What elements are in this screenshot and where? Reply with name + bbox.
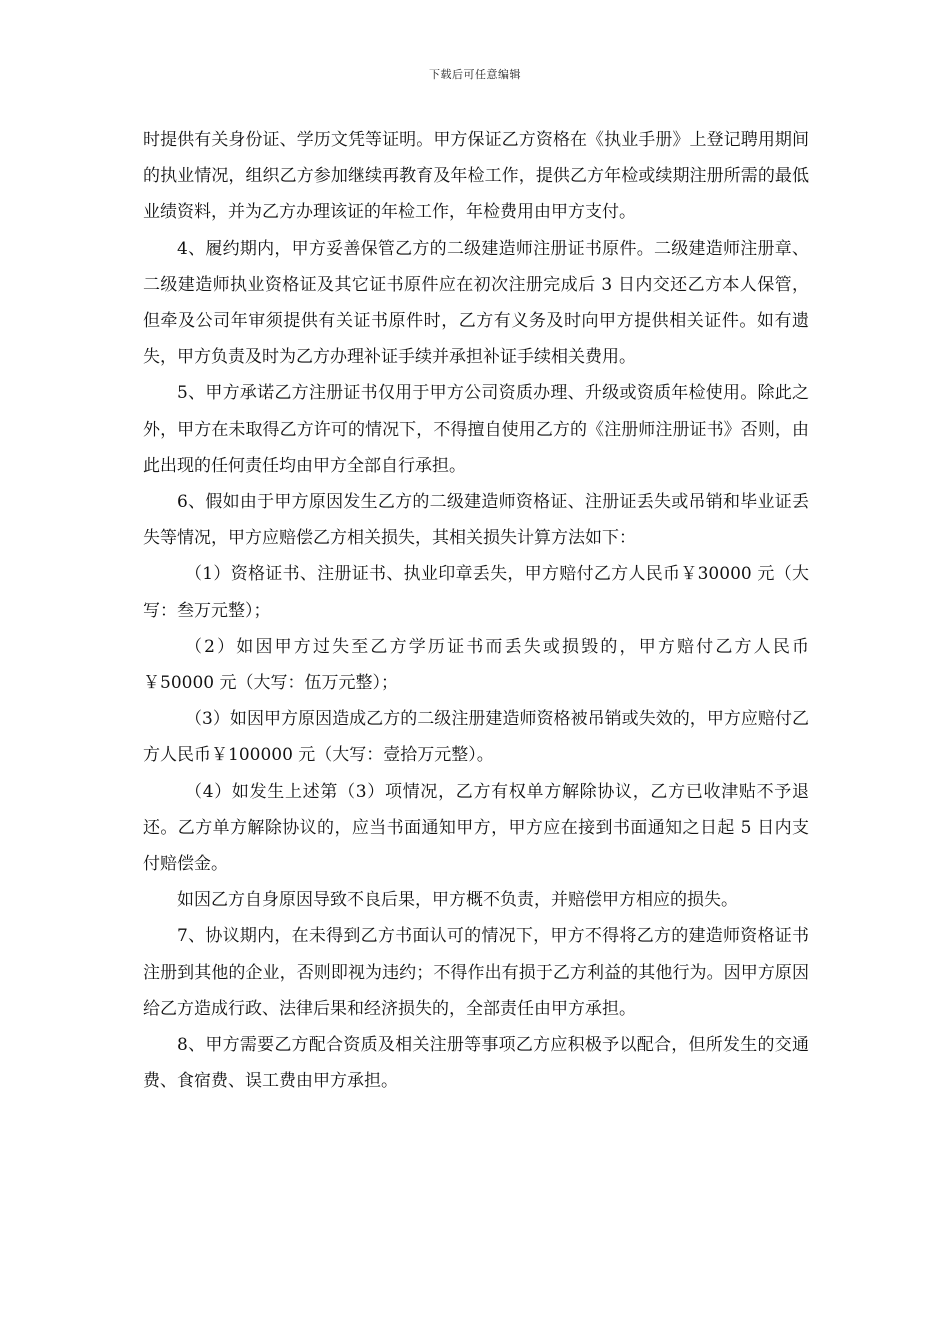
clause-7: 7、协议期内，在未得到乙方书面认可的情况下，甲方不得将乙方的建造师资格证书注册到其他的企业，否则即视为违约；不得作出有损于乙方利益的其他行为。因甲方原因给乙方造成行政、法律后果和经济损失的，全部责任由甲方承担。	[143, 926, 809, 1019]
clause-6-item-2: （2）如因甲方过失至乙方学历证书而丢失或损毁的，甲方赔付乙方人民币￥50000 元（大写：伍万元整）；	[143, 636, 809, 694]
clause-8: 8、甲方需要乙方配合资质及相关注册等事项乙方应积极予以配合，但所发生的交通费、食宿费、误工费由甲方承担。	[143, 1035, 809, 1092]
paragraph-continuation: 时提供有关身份证、学历文凭等证明。甲方保证乙方资格在《执业手册》上登记聘用期间的执业情况，组织乙方参加继续再教育及年检工作，提供乙方年检或续期注册所需的最低业绩资料，并为乙方办理该证的年检工作，年检费用由甲方支付。	[143, 130, 809, 223]
clause-6-item-3: （3）如因甲方原因造成乙方的二级注册建造师资格被吊销或失效的，甲方应赔付乙方人民币￥100000 元（大写：壹拾万元整）。	[143, 709, 809, 766]
clause-5: 5、甲方承诺乙方注册证书仅用于甲方公司资质办理、升级或资质年检使用。除此之外，甲方在未取得乙方许可的情况下，不得擅自使用乙方的《注册师注册证书》否则，由此出现的任何责任均由甲方全部自行承担。	[143, 383, 809, 476]
clause-6-note: 如因乙方自身原因导致不良后果，甲方概不负责，并赔偿甲方相应的损失。	[177, 890, 738, 911]
clause-6: 6、假如由于甲方原因发生乙方的二级建造师资格证、注册证丢失或吊销和毕业证丢失等情况，甲方应赔偿乙方相关损失，其相关损失计算方法如下：	[143, 492, 809, 549]
clause-6-item-4: （4）如发生上述第（3）项情况，乙方有权单方解除协议，乙方已收津贴不予退还。乙方单方解除协议的，应当书面通知甲方，甲方应在接到书面通知之日起 5 日内支付赔偿金。	[143, 781, 809, 875]
clause-6-item-1: （1）资格证书、注册证书、执业印章丢失，甲方赔付乙方人民币￥30000 元（大写：叁万元整）；	[143, 564, 809, 621]
document-body	[143, 122, 809, 1099]
page-header: 下载后可任意编辑	[429, 68, 521, 81]
clause-4: 4、履约期内，甲方妥善保管乙方的二级建造师注册证书原件。二级建造师注册章、二级建造师执业资格证及其它证书原件应在初次注册完成后 3 日内交还乙方本人保管，但牵及公司年审须提供有关证书原件时，乙方有义务及时向甲方提供相关证件。如有遗失，甲方负责及时为乙方办理补证手续并承担补证手续相关费用。	[143, 238, 809, 368]
